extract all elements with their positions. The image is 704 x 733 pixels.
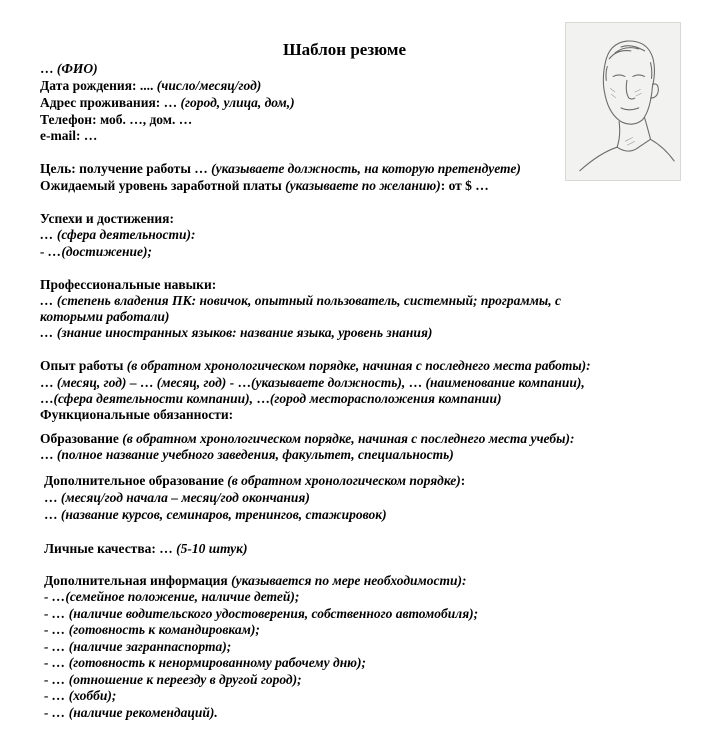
experience-heading: Опыт работы (в обратном хронологическом порядке, начиная с последнего места работы):	[40, 358, 591, 373]
additional-info-item: - …(семейное положение, наличие детей);	[44, 589, 300, 604]
address-line: Адрес проживания: … (город, улица, дом,)	[40, 95, 295, 110]
additional-info-item: - … (наличие загранпаспорта);	[44, 639, 232, 654]
additional-info-heading: Дополнительная информация (указывается по мере необходимости):	[44, 573, 467, 588]
experience-company-line: …(сфера деятельности компании), …(город месторасположения компании)	[40, 391, 502, 406]
experience-line: … (месяц, год) – … (месяц, год) - …(указываете должность), … (наименование компании),	[40, 375, 585, 390]
additional-info-item: - … (наличие водительского удостоверения, собственного автомобиля);	[44, 606, 479, 621]
education-heading: Образование (в обратном хронологическом порядке, начиная с последнего места учебы):	[40, 431, 575, 446]
achievements-field: … (сфера деятельности):	[40, 227, 196, 242]
achievements-heading: Успехи и достижения:	[40, 211, 174, 226]
skills-languages-line: … (знание иностранных языков: название языка, уровень знания)	[40, 325, 433, 340]
goal-line: Цель: получение работы … (указываете должность, на которую претендуете)	[40, 161, 521, 176]
page-title: Шаблон резюме	[283, 40, 407, 59]
portrait-sketch-icon	[566, 23, 680, 180]
duties-heading: Функциональные обязанности:	[40, 407, 234, 422]
additional-info-item: - … (хобби);	[44, 688, 117, 703]
birth-date-line: Дата рождения: .... (число/месяц/год)	[40, 78, 262, 93]
skills-heading: Профессиональные навыки:	[40, 277, 217, 292]
additional-education-courses: … (название курсов, семинаров, тренингов, стажировок)	[44, 507, 387, 522]
education-line: … (полное название учебного заведения, факультет, специальность)	[40, 447, 454, 462]
email-line: e-mail: …	[40, 128, 98, 143]
additional-info-item: - … (отношение к переезду в другой город);	[44, 672, 302, 687]
portrait-photo	[565, 22, 681, 181]
additional-info-item: - … (готовность к ненормированному рабочему дню);	[44, 655, 367, 670]
name-line: … (ФИО)	[40, 61, 98, 76]
personal-qualities-line: Личные качества: … (5-10 штук)	[44, 541, 248, 556]
skills-pc-line-cont: которыми работали)	[40, 309, 170, 324]
additional-info-item: - … (готовность к командировкам);	[44, 622, 260, 637]
skills-pc-line: … (степень владения ПК: новичок, опытный пользователь, системный; программы, с	[40, 293, 561, 308]
additional-education-dates: … (месяц/год начала – месяц/год окончания)	[44, 490, 310, 505]
additional-info-item: - … (наличие рекомендаций).	[44, 705, 218, 720]
salary-line: Ожидаемый уровень заработной платы (указываете по желанию): от $ …	[40, 178, 489, 193]
phone-line: Телефон: моб. …, дом. …	[40, 112, 193, 127]
additional-education-heading: Дополнительное образование (в обратном хронологическом порядке):	[44, 473, 466, 488]
achievements-item: - …(достижение);	[40, 244, 152, 259]
